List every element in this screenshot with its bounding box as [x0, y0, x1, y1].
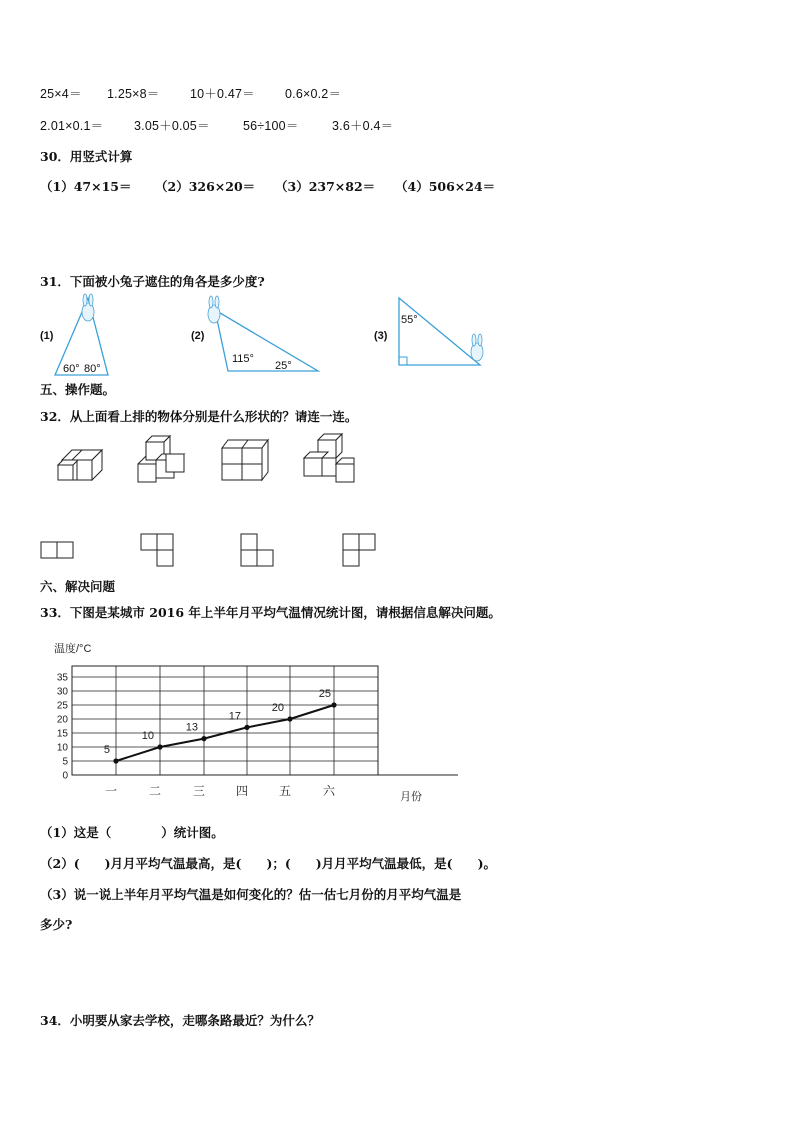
triangle-3-angle-a: 55° — [401, 314, 418, 326]
top-view-1 — [41, 542, 73, 558]
triangle-3 — [399, 298, 480, 365]
x-tick-label: 六 — [322, 784, 336, 798]
cube-object-4 — [304, 434, 354, 482]
y-tick-label: 25 — [56, 700, 68, 712]
data-label: 10 — [141, 730, 154, 742]
q33-sub1: （1）这是（ ）统计图。 — [40, 825, 224, 840]
y-tick-label: 20 — [56, 714, 68, 726]
x-tick-label: 二 — [148, 784, 162, 798]
calc-item: 2.01×0.1＝ — [40, 119, 104, 133]
x-axis-label: 月份 — [400, 791, 422, 803]
data-point — [331, 702, 336, 707]
calc-item: 3.6＋0.4＝ — [332, 119, 394, 133]
x-tick-label: 一 — [104, 784, 118, 798]
calc-item: 56÷100＝ — [243, 119, 299, 133]
figure-2-label: (2) — [191, 330, 205, 342]
question-33-title: 33．下图是某城市 2016 年上半年月平均气温情况统计图，请根据信息解决问题。 — [40, 605, 501, 620]
x-tick-label: 四 — [235, 784, 249, 798]
calc-item: 0.6×0.2＝ — [285, 87, 342, 101]
data-point — [113, 758, 118, 763]
triangle-1-angle-b: 80° — [84, 363, 101, 375]
right-angle-mark — [399, 357, 407, 365]
section-6-title: 六、解决问题 — [40, 579, 116, 594]
calc-item: 1.25×8＝ — [107, 87, 160, 101]
data-label: 25 — [318, 688, 331, 700]
triangle-2-angle-a: 115° — [232, 353, 254, 365]
y-tick-label: 10 — [56, 742, 68, 754]
x-tick-label: 三 — [192, 784, 206, 798]
y-tick-label: 30 — [56, 686, 68, 698]
question-31-title: 31．下面被小兔子遮住的角各是多少度? — [40, 274, 265, 289]
figure-3-label: (3) — [374, 330, 388, 342]
data-label: 5 — [103, 744, 110, 756]
q33-sub3-line1: （3）说一说上半年月平均气温是如何变化的？估一估七月份的月平均气温是 — [40, 887, 462, 902]
rabbit-icon — [208, 296, 220, 323]
data-point — [244, 725, 249, 730]
triangle-2 — [215, 310, 318, 371]
triangle-2-angle-b: 25° — [275, 360, 292, 372]
q30-item: （3）237×82＝ — [275, 179, 376, 194]
chart-frame — [72, 666, 378, 775]
x-tick-label: 五 — [278, 784, 292, 798]
q30-item: （4）506×24＝ — [395, 179, 496, 194]
cube-object-3 — [222, 440, 268, 480]
cube-object-2 — [138, 436, 184, 482]
q30-item: （2）326×20＝ — [155, 179, 256, 194]
top-view-4 — [343, 534, 375, 566]
top-view-2 — [141, 534, 173, 566]
y-tick-label: 0 — [62, 770, 68, 782]
figure-1-label: (1) — [40, 330, 54, 342]
calc-item: 10＋0.47＝ — [190, 87, 255, 101]
section-5-title: 五、操作题。 — [40, 382, 116, 397]
y-axis-label: 温度/°C — [54, 643, 92, 655]
top-view-3 — [241, 534, 273, 566]
calc-item: 3.05＋0.05＝ — [134, 119, 210, 133]
q33-sub3-line2: 多少? — [40, 917, 73, 932]
question-32-title: 32．从上面看上排的物体分别是什么形状的？请连一连。 — [40, 409, 358, 424]
data-point — [201, 736, 206, 741]
y-tick-label: 15 — [56, 728, 68, 740]
q30-item: （1）47×15＝ — [40, 179, 132, 194]
rabbit-icon — [471, 334, 483, 361]
data-label: 20 — [271, 702, 284, 714]
calc-item: 25×4＝ — [40, 87, 82, 101]
q33-sub2: （2）( )月月平均气温最高，是( )；( )月月平均气温最低，是( )。 — [40, 856, 497, 871]
triangle-1-angle-a: 60° — [63, 363, 80, 375]
data-point — [287, 716, 292, 721]
question-30-title: 30．用竖式计算 — [40, 149, 133, 164]
y-tick-label: 35 — [56, 672, 68, 684]
data-label: 17 — [228, 710, 241, 723]
temperature-line-chart — [0, 630, 794, 815]
triangle-figures — [0, 290, 794, 380]
y-tick-label: 5 — [62, 756, 68, 768]
question-34-title: 34．小明要从家去学校，走哪条路最近？为什么？ — [40, 1013, 320, 1028]
cube-object-1 — [58, 450, 102, 480]
data-point — [157, 744, 162, 749]
data-label: 13 — [185, 721, 198, 734]
cube-figures — [0, 430, 794, 570]
